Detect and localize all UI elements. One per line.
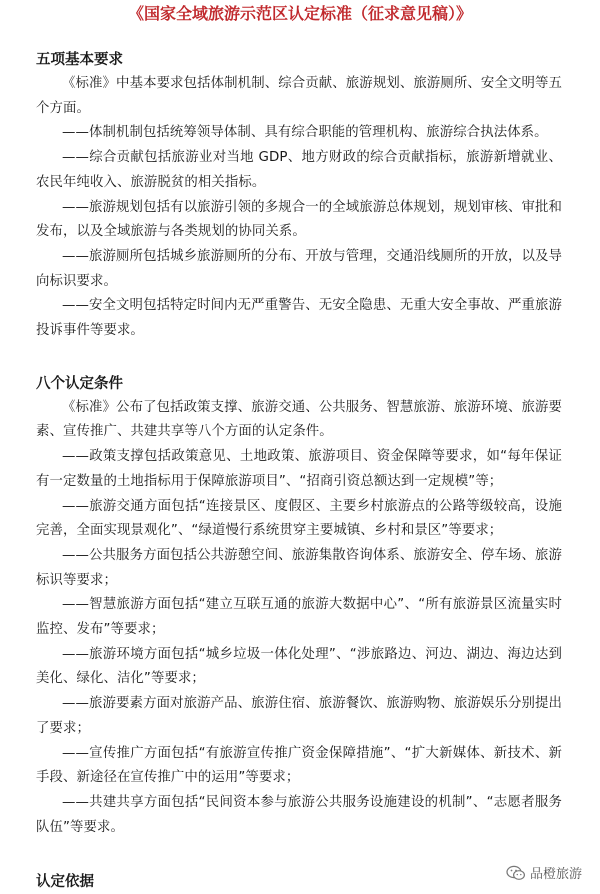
paragraph: ——旅游要素方面对旅游产品、旅游住宿、旅游餐饮、旅游购物、旅游娱乐分别提出了要求；: [36, 696, 562, 736]
watermark: [506, 863, 582, 882]
document-title: 《国家全域旅游示范区认定标准（征求意见稿）》: [127, 4, 472, 23]
paragraph: ——安全文明包括特定时间内无严重警告、无安全隐患、无重大安全事故、严重旅游投诉事件等要求。: [36, 298, 562, 339]
wechat-icon: [506, 865, 526, 881]
section-heading-basis: 认定依据: [36, 874, 94, 891]
paragraph: ——智慧旅游方面包括“建立互联互通的旅游大数据中心”、“所有旅游景区流量实时监控、发布”等要求；: [36, 597, 562, 638]
paragraph: ——旅游环境方面包括“城乡垃圾一体化处理”、“涉旅路边、河边、湖边、海边达到美化、绿化、洁化”等要求；: [36, 646, 562, 687]
paragraph: ——综合贡献包括旅游业对当地 GDP、地方财政的综合贡献指标，旅游新增就业、农民年纯收入、旅游脱贫的相关指标。: [36, 150, 562, 190]
paragraph: ——共建共享方面包括“民间资本参与旅游公共服务设施建设的机制”、“志愿者服务队伍”等要求。: [36, 794, 562, 835]
watermark-text: 品橙旅游: [529, 867, 582, 882]
section-heading-basic-requirements: 五项基本要求: [36, 52, 123, 68]
paragraph: ——旅游规划包括有以旅游引领的多规合一的全域旅游总体规划，规划审核、审批和发布，以及全域旅游与各类规划的协同关系。: [36, 199, 562, 240]
paragraph: ——体制机制包括统筹领导体制、具有综合职能的管理机构、旅游综合执法体系。: [62, 125, 548, 141]
paragraph: 《标准》公布了包括政策支撑、旅游交通、公共服务、智慧旅游、旅游环境、旅游要素、宣传推广、共建共享等八个方面的认定条件。: [36, 399, 562, 440]
paragraph: ——宣传推广方面包括“有旅游宣传推广资金保障措施”、“扩大新媒体、新技术、新手段、新途径在宣传推广中的运用”等要求；: [36, 745, 562, 786]
paragraph: 《标准》中基本要求包括体制机制、综合贡献、旅游规划、旅游厕所、安全文明等五个方面。: [36, 76, 562, 116]
paragraph: ——政策支撑包括政策意见、土地政策、旅游项目、资金保障等要求，如“每年保证有一定数量的土地指标用于保障旅游项目”、“招商引资总额达到一定规模”等；: [36, 449, 562, 489]
paragraph: ——公共服务方面包括公共游憩空间、旅游集散咨询体系、旅游安全、停车场、旅游标识等要求；: [36, 547, 562, 588]
paragraph: ——旅游交通方面包括“连接景区、度假区、主要乡村旅游点的公路等级较高，设施完善，全面实现景观化”、“绿道慢行系统贯穿主要城镇、乡村和景区”等要求；: [36, 498, 562, 539]
paragraph: ——旅游厕所包括城乡旅游厕所的分布、开放与管理，交通沿线厕所的开放，以及导向标识要求。: [36, 248, 562, 289]
section-heading-eight-conditions: 八个认定条件: [36, 375, 123, 392]
